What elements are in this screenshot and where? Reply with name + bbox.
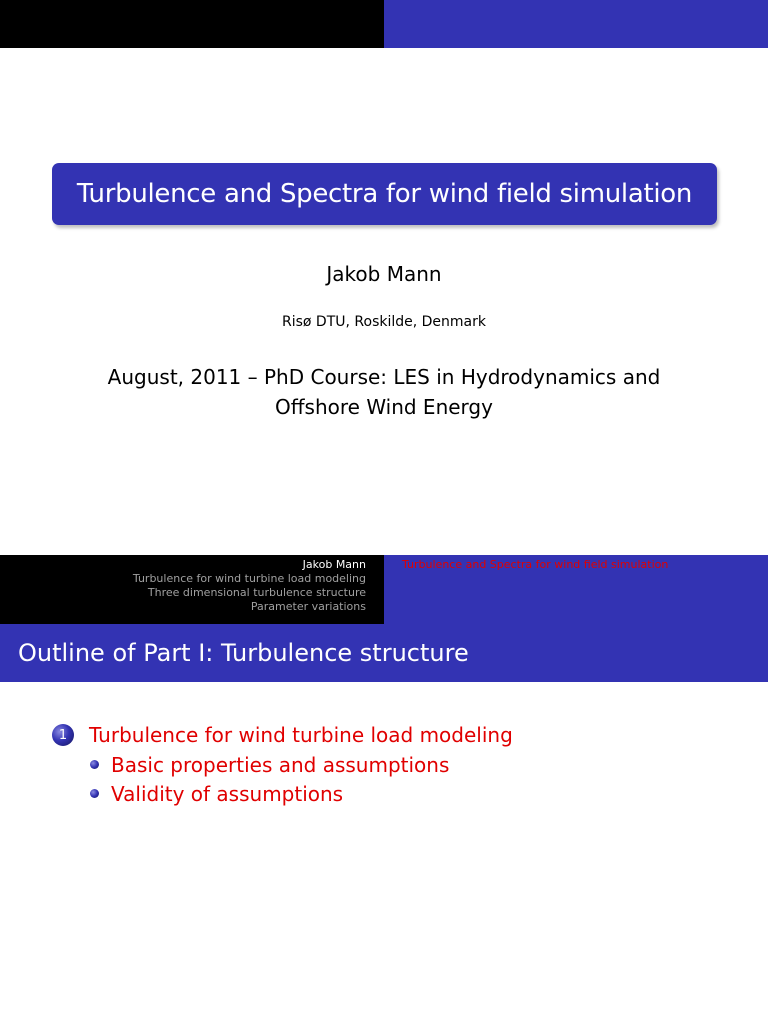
title-box: [52, 163, 717, 225]
top-bar-left: [0, 0, 384, 48]
date-line-2: Offshore Wind Energy: [275, 395, 493, 419]
headline-section-link[interactable]: Three dimensional turbulence structure: [147, 586, 366, 599]
outline-slide: [0, 555, 768, 1024]
bullet-icon: [90, 789, 99, 798]
section-number-ball: 1: [52, 724, 74, 746]
subsection-title: Basic properties and assumptions: [111, 752, 450, 777]
institute: Risø DTU, Roskilde, Denmark: [282, 314, 486, 330]
headline-author: Jakob Mann: [302, 558, 366, 571]
slide-top-bar: [0, 0, 768, 48]
headline-left: [0, 555, 384, 624]
bullet-icon: [90, 760, 99, 769]
headline-section-link[interactable]: Turbulence for wind turbine load modeling: [132, 572, 366, 585]
headline-right: [384, 555, 768, 624]
outline-subsection[interactable]: [52, 779, 752, 808]
headline-short-title: Turbulence and Spectra for wind field simulation: [402, 558, 669, 571]
author-name: Jakob Mann: [326, 262, 442, 286]
date-line: [0, 362, 768, 422]
section-title: Turbulence for wind turbine load modeling: [89, 723, 513, 747]
frame-title: Outline of Part I: Turbulence structure: [0, 624, 768, 682]
outline-list: [52, 720, 752, 808]
slide-headline: [0, 555, 768, 624]
top-bar-right: [384, 0, 768, 48]
outline-subsection[interactable]: [52, 750, 752, 779]
date-line-1: August, 2011 – PhD Course: LES in Hydrodynamics and: [107, 365, 661, 389]
headline-section-link[interactable]: Parameter variations: [250, 600, 366, 613]
outline-section[interactable]: [52, 720, 752, 750]
presentation-title: Turbulence and Spectra for wind field simulation: [76, 179, 693, 209]
subsection-title: Validity of assumptions: [111, 781, 344, 806]
